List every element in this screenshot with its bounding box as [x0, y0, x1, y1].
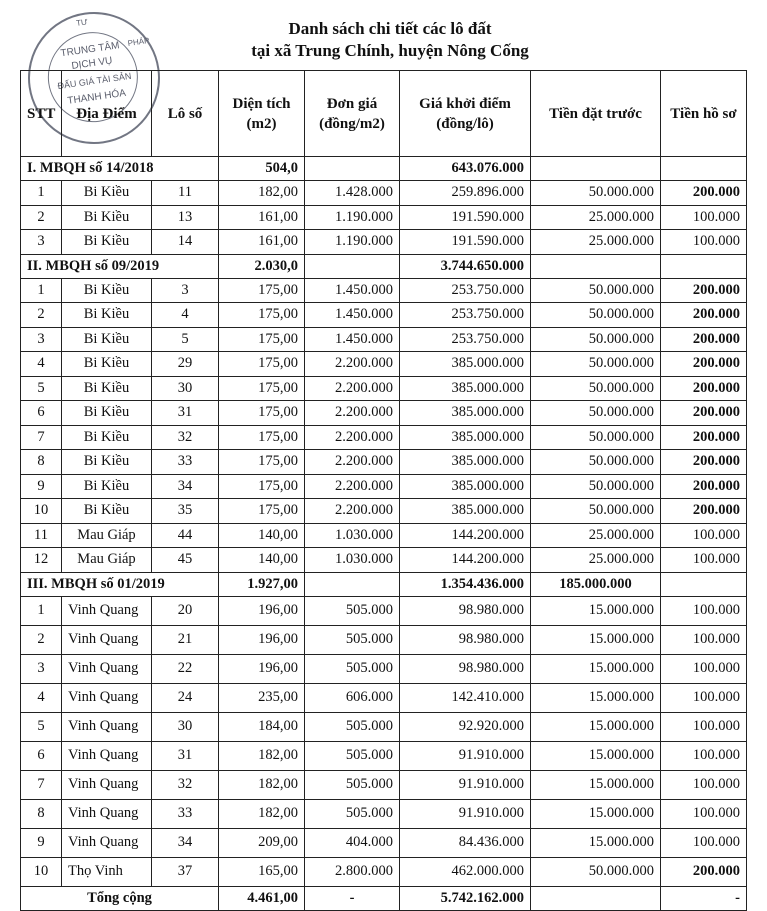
table-row [21, 205, 747, 230]
cell-lo-so: 35 [152, 499, 219, 524]
cell-tien-ho-so: 100.000 [661, 523, 747, 548]
cell-dia-diem: Vinh Quang [62, 770, 152, 799]
cell-don-gia: 1.190.000 [305, 230, 400, 255]
cell-stt: 6 [21, 741, 62, 770]
cell-lo-so: 4 [152, 303, 219, 328]
cell-don-gia: 505.000 [305, 654, 400, 683]
table-row [21, 499, 747, 524]
cell-tien-dat-truoc: 15.000.000 [531, 799, 661, 828]
cell-dien-tich: 196,00 [219, 654, 305, 683]
cell-gia-khoi-diem: 98.980.000 [400, 654, 531, 683]
cell-lo-so: 37 [152, 857, 219, 886]
cell-don-gia: 505.000 [305, 596, 400, 625]
cell-stt: 1 [21, 596, 62, 625]
cell-tien-ho-so: 200.000 [661, 401, 747, 426]
cell-gia-khoi-diem: 385.000.000 [400, 352, 531, 377]
cell-lo-so: 24 [152, 683, 219, 712]
cell-dia-diem: Bi Kiều [62, 352, 152, 377]
table-row [21, 799, 747, 828]
cell-tien-dat-truoc: 50.000.000 [531, 303, 661, 328]
table-row [21, 376, 747, 401]
cell-stt: 10 [21, 857, 62, 886]
cell-stt: 12 [21, 548, 62, 573]
cell-gia-khoi-diem: 385.000.000 [400, 474, 531, 499]
cell-dien-tich: 235,00 [219, 683, 305, 712]
cell-dia-diem: Bi Kiều [62, 181, 152, 206]
cell-don-gia: 1.030.000 [305, 523, 400, 548]
cell-stt: 2 [21, 205, 62, 230]
cell-gia-khoi-diem: 91.910.000 [400, 770, 531, 799]
cell-stt: 1 [21, 278, 62, 303]
table-row [21, 425, 747, 450]
cell-tien-ho-so: 200.000 [661, 474, 747, 499]
cell-stt: 4 [21, 683, 62, 712]
cell-gia-khoi-diem: 191.590.000 [400, 230, 531, 255]
cell-tien-dat-truoc: 50.000.000 [531, 327, 661, 352]
cell-dia-diem: Vinh Quang [62, 625, 152, 654]
cell-lo-so: 3 [152, 278, 219, 303]
section-row [21, 572, 747, 596]
cell-stt: 9 [21, 474, 62, 499]
cell-tien-dat-truoc: 15.000.000 [531, 683, 661, 712]
cell-don-gia: 505.000 [305, 741, 400, 770]
cell-dien-tich: 175,00 [219, 450, 305, 475]
cell-tien-dat-truoc: 50.000.000 [531, 376, 661, 401]
total-row [21, 886, 747, 910]
cell-lo-so: 33 [152, 799, 219, 828]
cell-gia-khoi-diem: 191.590.000 [400, 205, 531, 230]
header-gia-khoi-diem: Giá khởi điểm (đồng/lô) [400, 71, 531, 157]
cell-tien-dat-truoc: 50.000.000 [531, 450, 661, 475]
cell-gia-khoi-diem: 84.436.000 [400, 828, 531, 857]
cell-tien-dat-truoc: 50.000.000 [531, 181, 661, 206]
table-row [21, 352, 747, 377]
cell-dia-diem: Vinh Quang [62, 596, 152, 625]
cell-dia-diem: Vinh Quang [62, 799, 152, 828]
cell-lo-so: 22 [152, 654, 219, 683]
cell-tien-ho-so: 100.000 [661, 828, 747, 857]
total-tien-ho-so: - [661, 886, 747, 910]
cell-tien-ho-so: 200.000 [661, 181, 747, 206]
cell-dia-diem: Bi Kiều [62, 450, 152, 475]
cell-dia-diem: Bi Kiều [62, 499, 152, 524]
cell-dien-tich: 182,00 [219, 741, 305, 770]
section-row [21, 254, 747, 278]
cell-don-gia: 606.000 [305, 683, 400, 712]
section-gia-khoi-diem: 643.076.000 [400, 157, 531, 181]
stamp-line-1: TRUNG TÂM [59, 40, 121, 60]
section-tien-dat-truoc [531, 254, 661, 278]
cell-stt: 8 [21, 799, 62, 828]
cell-dia-diem: Vinh Quang [62, 712, 152, 741]
cell-dien-tich: 182,00 [219, 799, 305, 828]
cell-lo-so: 5 [152, 327, 219, 352]
header-dien-tich: Diện tích (m2) [219, 71, 305, 157]
cell-stt: 1 [21, 181, 62, 206]
cell-tien-ho-so: 100.000 [661, 230, 747, 255]
cell-dien-tich: 140,00 [219, 548, 305, 573]
cell-tien-ho-so: 100.000 [661, 205, 747, 230]
cell-don-gia: 1.428.000 [305, 181, 400, 206]
cell-dien-tich: 175,00 [219, 376, 305, 401]
cell-gia-khoi-diem: 98.980.000 [400, 596, 531, 625]
cell-stt: 7 [21, 770, 62, 799]
cell-lo-so: 33 [152, 450, 219, 475]
section-tien-ho-so [661, 254, 747, 278]
cell-tien-dat-truoc: 50.000.000 [531, 857, 661, 886]
cell-dia-diem: Bi Kiều [62, 278, 152, 303]
cell-lo-so: 44 [152, 523, 219, 548]
table-row [21, 548, 747, 573]
header-don-gia: Đơn giá (đồng/m2) [305, 71, 400, 157]
cell-don-gia: 2.200.000 [305, 376, 400, 401]
cell-dien-tich: 161,00 [219, 205, 305, 230]
cell-tien-dat-truoc: 25.000.000 [531, 230, 661, 255]
header-stt: STT [21, 71, 62, 157]
table-row [21, 303, 747, 328]
cell-gia-khoi-diem: 98.980.000 [400, 625, 531, 654]
section-gia-khoi-diem: 3.744.650.000 [400, 254, 531, 278]
header-lo-so: Lô số [152, 71, 219, 157]
cell-tien-ho-so: 100.000 [661, 683, 747, 712]
cell-dia-diem: Vinh Quang [62, 828, 152, 857]
cell-tien-dat-truoc: 15.000.000 [531, 770, 661, 799]
cell-gia-khoi-diem: 91.910.000 [400, 741, 531, 770]
cell-dia-diem: Bi Kiều [62, 327, 152, 352]
cell-dia-diem: Mau Giáp [62, 548, 152, 573]
table-row [21, 683, 747, 712]
cell-don-gia: 2.200.000 [305, 499, 400, 524]
table-row [21, 770, 747, 799]
cell-stt: 2 [21, 625, 62, 654]
cell-don-gia: 2.200.000 [305, 474, 400, 499]
cell-don-gia: 2.200.000 [305, 401, 400, 426]
cell-stt: 9 [21, 828, 62, 857]
section-don-gia [305, 572, 400, 596]
cell-tien-dat-truoc: 15.000.000 [531, 625, 661, 654]
cell-gia-khoi-diem: 385.000.000 [400, 450, 531, 475]
cell-tien-ho-so: 100.000 [661, 548, 747, 573]
section-tien-dat-truoc: 185.000.000 [531, 572, 661, 596]
total-label: Tổng cộng [21, 886, 219, 910]
table-row [21, 654, 747, 683]
cell-gia-khoi-diem: 142.410.000 [400, 683, 531, 712]
cell-don-gia: 505.000 [305, 625, 400, 654]
cell-tien-ho-so: 200.000 [661, 278, 747, 303]
cell-tien-ho-so: 100.000 [661, 712, 747, 741]
cell-don-gia: 404.000 [305, 828, 400, 857]
cell-tien-ho-so: 100.000 [661, 654, 747, 683]
stamp-line-2: DỊCH VỤ [70, 55, 114, 72]
total-gia-khoi-diem: 5.742.162.000 [400, 886, 531, 910]
cell-don-gia: 1.190.000 [305, 205, 400, 230]
cell-dia-diem: Bi Kiều [62, 230, 152, 255]
cell-tien-ho-so: 200.000 [661, 303, 747, 328]
cell-dia-diem: Vinh Quang [62, 741, 152, 770]
cell-tien-dat-truoc: 50.000.000 [531, 352, 661, 377]
cell-dien-tich: 175,00 [219, 499, 305, 524]
cell-tien-dat-truoc: 25.000.000 [531, 548, 661, 573]
cell-dia-diem: Bi Kiều [62, 303, 152, 328]
cell-lo-so: 34 [152, 474, 219, 499]
header-tien-dat-truoc: Tiền đặt trước [531, 71, 661, 157]
total-don-gia: - [305, 886, 400, 910]
table-row [21, 401, 747, 426]
cell-lo-so: 11 [152, 181, 219, 206]
cell-tien-dat-truoc: 50.000.000 [531, 401, 661, 426]
table-row [21, 596, 747, 625]
table-row [21, 741, 747, 770]
section-label: II. MBQH số 09/2019 [21, 254, 219, 278]
cell-tien-dat-truoc: 15.000.000 [531, 828, 661, 857]
cell-dia-diem: Vinh Quang [62, 683, 152, 712]
cell-lo-so: 45 [152, 548, 219, 573]
cell-gia-khoi-diem: 385.000.000 [400, 376, 531, 401]
cell-tien-ho-so: 200.000 [661, 499, 747, 524]
cell-lo-so: 31 [152, 401, 219, 426]
cell-tien-ho-so: 100.000 [661, 625, 747, 654]
cell-gia-khoi-diem: 253.750.000 [400, 278, 531, 303]
cell-lo-so: 32 [152, 770, 219, 799]
cell-dia-diem: Bi Kiều [62, 474, 152, 499]
header-tien-ho-so: Tiền hồ sơ [661, 71, 747, 157]
cell-stt: 5 [21, 376, 62, 401]
cell-gia-khoi-diem: 462.000.000 [400, 857, 531, 886]
section-tien-dat-truoc [531, 157, 661, 181]
cell-don-gia: 505.000 [305, 799, 400, 828]
cell-stt: 8 [21, 450, 62, 475]
section-don-gia [305, 157, 400, 181]
cell-gia-khoi-diem: 385.000.000 [400, 401, 531, 426]
cell-tien-dat-truoc: 50.000.000 [531, 499, 661, 524]
cell-tien-dat-truoc: 15.000.000 [531, 654, 661, 683]
cell-lo-so: 13 [152, 205, 219, 230]
cell-dien-tich: 182,00 [219, 181, 305, 206]
section-dien-tich: 504,0 [219, 157, 305, 181]
cell-gia-khoi-diem: 259.896.000 [400, 181, 531, 206]
section-label: III. MBQH số 01/2019 [21, 572, 219, 596]
cell-lo-so: 32 [152, 425, 219, 450]
cell-dien-tich: 165,00 [219, 857, 305, 886]
section-row [21, 157, 747, 181]
cell-don-gia: 2.200.000 [305, 450, 400, 475]
cell-dien-tich: 184,00 [219, 712, 305, 741]
cell-dien-tich: 175,00 [219, 278, 305, 303]
cell-stt: 3 [21, 654, 62, 683]
cell-tien-dat-truoc: 15.000.000 [531, 741, 661, 770]
cell-don-gia: 1.030.000 [305, 548, 400, 573]
cell-tien-ho-so: 100.000 [661, 741, 747, 770]
cell-stt: 7 [21, 425, 62, 450]
cell-don-gia: 505.000 [305, 770, 400, 799]
table-row [21, 181, 747, 206]
cell-tien-ho-so: 200.000 [661, 327, 747, 352]
cell-tien-dat-truoc: 15.000.000 [531, 596, 661, 625]
cell-dien-tich: 140,00 [219, 523, 305, 548]
cell-dia-diem: Thọ Vinh [62, 857, 152, 886]
cell-lo-so: 30 [152, 712, 219, 741]
title-line-2: tại xã Trung Chính, huyện Nông Cống [251, 41, 529, 60]
table-row [21, 625, 747, 654]
section-label: I. MBQH số 14/2018 [21, 157, 219, 181]
section-gia-khoi-diem: 1.354.436.000 [400, 572, 531, 596]
cell-dien-tich: 161,00 [219, 230, 305, 255]
table-row [21, 857, 747, 886]
cell-tien-ho-so: 100.000 [661, 596, 747, 625]
cell-dien-tich: 196,00 [219, 596, 305, 625]
cell-tien-ho-so: 200.000 [661, 352, 747, 377]
cell-don-gia: 1.450.000 [305, 303, 400, 328]
cell-tien-ho-so: 100.000 [661, 799, 747, 828]
cell-dien-tich: 175,00 [219, 303, 305, 328]
table-row [21, 474, 747, 499]
cell-dia-diem: Mau Giáp [62, 523, 152, 548]
land-lot-table [20, 70, 747, 911]
cell-stt: 4 [21, 352, 62, 377]
table-row [21, 278, 747, 303]
cell-don-gia: 2.200.000 [305, 425, 400, 450]
title-line-1: Danh sách chi tiết các lô đất [288, 19, 492, 38]
cell-stt: 2 [21, 303, 62, 328]
cell-lo-so: 29 [152, 352, 219, 377]
cell-tien-dat-truoc: 15.000.000 [531, 712, 661, 741]
table-row [21, 230, 747, 255]
cell-dien-tich: 175,00 [219, 352, 305, 377]
section-tien-ho-so [661, 572, 747, 596]
cell-stt: 11 [21, 523, 62, 548]
cell-don-gia: 2.800.000 [305, 857, 400, 886]
cell-dien-tich: 175,00 [219, 425, 305, 450]
stamp-edge-right: PHÁP [127, 35, 150, 48]
section-don-gia [305, 254, 400, 278]
cell-don-gia: 1.450.000 [305, 327, 400, 352]
table-header-row [21, 71, 747, 157]
cell-gia-khoi-diem: 253.750.000 [400, 303, 531, 328]
cell-dien-tich: 175,00 [219, 327, 305, 352]
cell-tien-ho-so: 100.000 [661, 770, 747, 799]
cell-stt: 3 [21, 327, 62, 352]
section-tien-ho-so [661, 157, 747, 181]
total-dien-tich: 4.461,00 [219, 886, 305, 910]
cell-lo-so: 34 [152, 828, 219, 857]
cell-tien-dat-truoc: 50.000.000 [531, 474, 661, 499]
cell-stt: 10 [21, 499, 62, 524]
cell-lo-so: 20 [152, 596, 219, 625]
section-dien-tich: 2.030,0 [219, 254, 305, 278]
stamp-line-3: ĐẤU GIÁ TÀI SẢN [56, 70, 132, 92]
cell-gia-khoi-diem: 385.000.000 [400, 499, 531, 524]
cell-dia-diem: Vinh Quang [62, 654, 152, 683]
cell-don-gia: 1.450.000 [305, 278, 400, 303]
cell-lo-so: 14 [152, 230, 219, 255]
cell-tien-ho-so: 200.000 [661, 425, 747, 450]
stamp-line-4: THANH HÓA [66, 87, 127, 107]
table-body [21, 157, 747, 911]
cell-dia-diem: Bi Kiều [62, 425, 152, 450]
cell-don-gia: 2.200.000 [305, 352, 400, 377]
cell-tien-dat-truoc: 25.000.000 [531, 523, 661, 548]
document-title [150, 18, 630, 62]
cell-gia-khoi-diem: 91.910.000 [400, 799, 531, 828]
cell-stt: 3 [21, 230, 62, 255]
cell-lo-so: 31 [152, 741, 219, 770]
cell-gia-khoi-diem: 92.920.000 [400, 712, 531, 741]
cell-lo-so: 21 [152, 625, 219, 654]
section-dien-tich: 1.927,00 [219, 572, 305, 596]
table-row [21, 712, 747, 741]
cell-gia-khoi-diem: 144.200.000 [400, 548, 531, 573]
cell-tien-ho-so: 200.000 [661, 857, 747, 886]
cell-tien-dat-truoc: 50.000.000 [531, 278, 661, 303]
cell-dia-diem: Bi Kiều [62, 376, 152, 401]
cell-tien-ho-so: 200.000 [661, 376, 747, 401]
cell-tien-dat-truoc: 50.000.000 [531, 425, 661, 450]
cell-dien-tich: 209,00 [219, 828, 305, 857]
cell-lo-so: 30 [152, 376, 219, 401]
table-row [21, 523, 747, 548]
stamp-edge-top: TƯ [75, 17, 89, 28]
cell-dien-tich: 175,00 [219, 474, 305, 499]
table-row [21, 450, 747, 475]
cell-dien-tich: 175,00 [219, 401, 305, 426]
cell-don-gia: 505.000 [305, 712, 400, 741]
header-dia-diem: Địa Điểm [62, 71, 152, 157]
cell-dia-diem: Bi Kiều [62, 401, 152, 426]
cell-dia-diem: Bi Kiều [62, 205, 152, 230]
total-tien-dat-truoc [531, 886, 661, 910]
table-row [21, 327, 747, 352]
cell-stt: 6 [21, 401, 62, 426]
cell-gia-khoi-diem: 144.200.000 [400, 523, 531, 548]
cell-dien-tich: 182,00 [219, 770, 305, 799]
cell-tien-dat-truoc: 25.000.000 [531, 205, 661, 230]
cell-stt: 5 [21, 712, 62, 741]
cell-gia-khoi-diem: 385.000.000 [400, 425, 531, 450]
table-row [21, 828, 747, 857]
cell-tien-ho-so: 200.000 [661, 450, 747, 475]
cell-gia-khoi-diem: 253.750.000 [400, 327, 531, 352]
cell-dien-tich: 196,00 [219, 625, 305, 654]
